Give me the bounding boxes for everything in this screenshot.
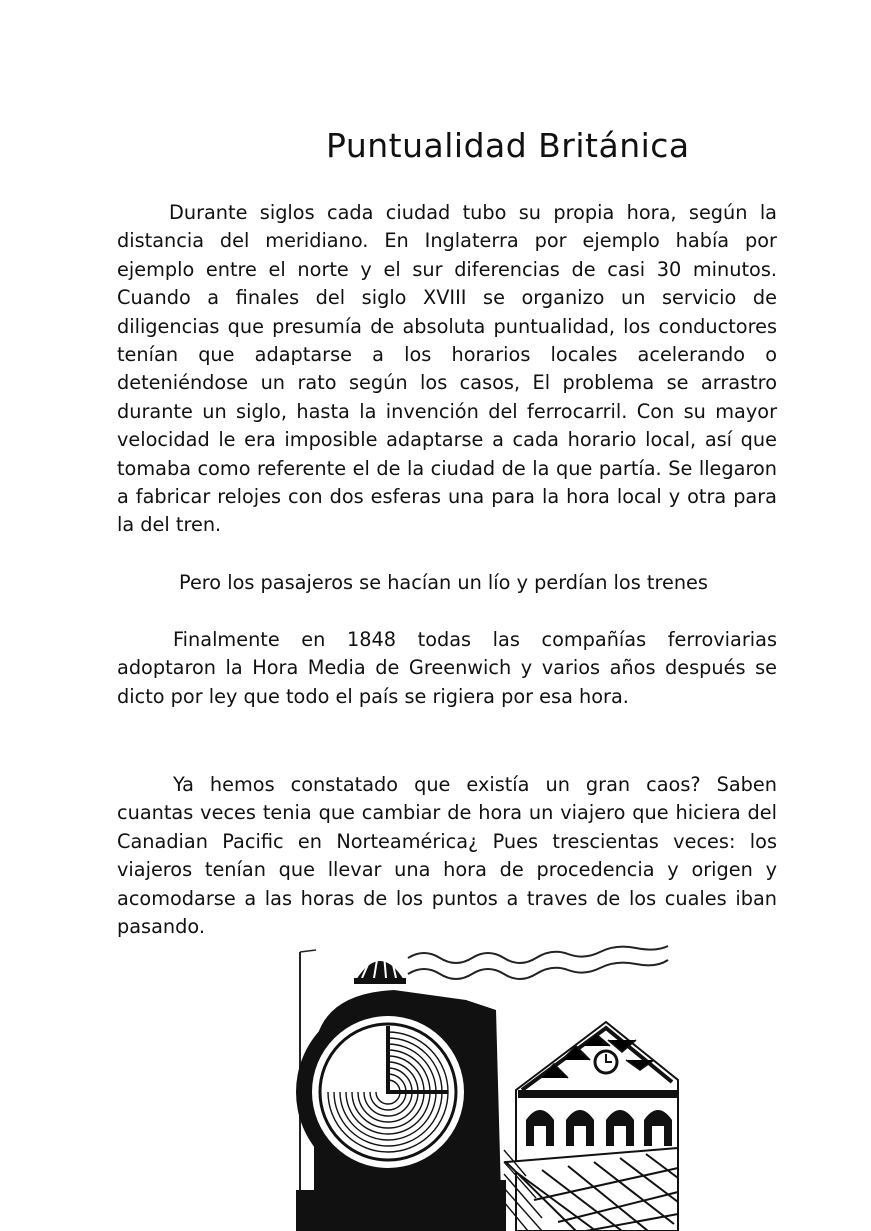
paragraph-2: Pero los pasajeros se hacían un lío y perdían los trenes xyxy=(179,571,708,594)
paragraph-3: Finalmente en 1848 todas las compañías ferroviarias adoptaron la Hora Media de Greenwich y varios años después se dicto por ley que todo el país se rigiera por esa hora. xyxy=(117,628,777,708)
paragraph-1: Durante siglos cada ciudad tubo su propia hora, según la distancia del meridiano. En Inglaterra por ejemplo había por ejemplo entre el norte y el sur diferencias de casi 30 minutos. Cuando a finales del siglo XVIII se organizo un servicio de diligencias que presumía de absoluta puntualidad, los conductores tenían que adaptarse a los horarios locales acelerando o deteniéndose un rato según los casos, El problema se arrastro durante un siglo, hasta la invención del ferrocarril. Con su mayor velocidad le era imposible adaptarse a cada horario local, así que tomaba como referente el de la ciudad de la que partía. Se llegaron a fabricar relojes con dos esferas una para la hora local y otra para la del tren. xyxy=(117,201,777,537)
train-station-clock-illustration xyxy=(296,940,686,1231)
paragraph-4: Ya hemos constatado que existía un gran caos? Saben cuantas veces tenia que cambiar de hora un viajero que hiciera del Canadian Pacific en Norteamérica¿ Pues trescientas veces: los viajeros tenían que llevar una hora de procedencia y origen y acomodarse a las horas de los puntos a traves de los cuales iban pasando. xyxy=(117,773,777,939)
page-title: Puntualidad Británica xyxy=(326,126,690,165)
